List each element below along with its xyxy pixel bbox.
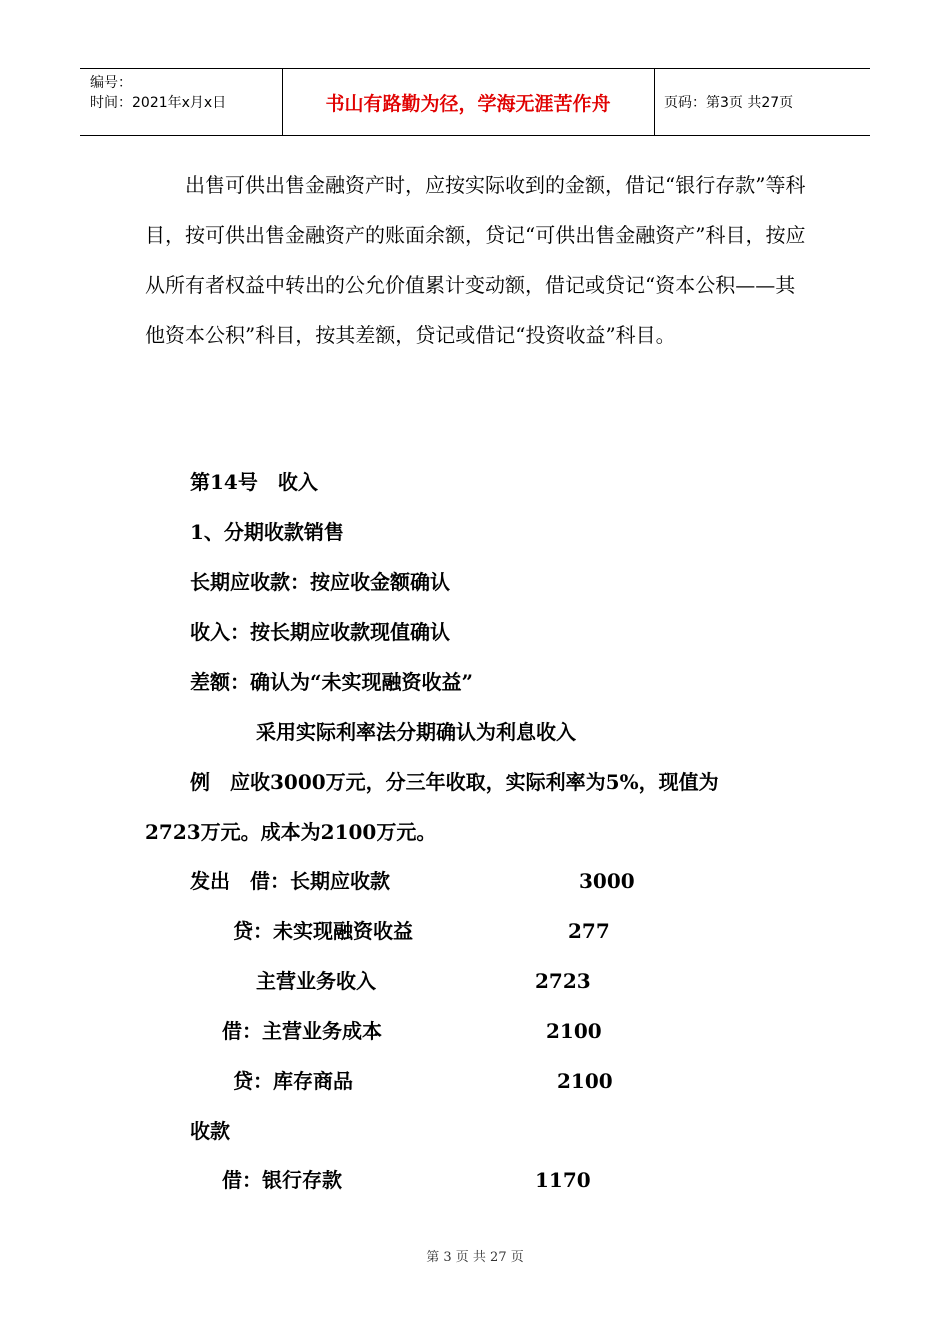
entry-label: 借：银行存款	[222, 1168, 342, 1192]
entry-label: 收款	[190, 1119, 230, 1143]
entry-amount: 3000	[579, 869, 635, 893]
entry-label: 发出 借：长期应收款	[190, 869, 390, 893]
entry-amount: 2100	[557, 1069, 613, 1093]
entry-label: 贷：未实现融资收益	[233, 919, 413, 943]
time-label: 时间：2021年x月x日	[90, 95, 227, 111]
rule-line: 收入：按长期应收款现值确认	[190, 620, 450, 644]
header-page-code: 页码：第3页 共27页	[664, 95, 794, 111]
page-header	[80, 68, 870, 136]
number-label: 编号：	[90, 75, 132, 91]
entry-label: 借：主营业务成本	[222, 1019, 382, 1043]
rule-line: 采用实际利率法分期确认为利息收入	[256, 720, 576, 744]
body-paragraph: 出售可供出售金融资产时，应按实际收到的金额，借记“银行存款”等科目，按可供出售金融资产的账面余额，贷记“可供出售金融资产”科目，按应从所有者权益中转出的公允价值累计变动额，借记或贷记“资本公积——其他资本公积”科目，按其差额，贷记或借记“投资收益”科目。	[145, 173, 806, 347]
rule-line: 长期应收款：按应收金额确认	[190, 570, 450, 594]
entry-label: 贷：库存商品	[233, 1069, 353, 1093]
entry-amount: 2723	[535, 969, 591, 993]
section-title: 第14号 收入	[190, 470, 318, 494]
header-divider	[654, 69, 655, 135]
rule-line: 差额：确认为“未实现融资收益”	[190, 670, 474, 694]
example-text: 例 应收3000万元，分三年收取，实际利率为5%，现值为	[190, 770, 719, 794]
subsection-title: 1、分期收款销售	[190, 520, 344, 544]
example-text: 2723万元。成本为2100万元。	[145, 820, 437, 844]
body-paragraph-block	[145, 160, 810, 360]
page-footer: 第 3 页 共 27 页	[426, 1250, 524, 1265]
header-meta	[90, 73, 226, 113]
header-motto: 书山有路勤为径，学海无涯苦作舟	[325, 92, 611, 115]
entry-label: 主营业务收入	[256, 969, 376, 993]
entry-amount: 2100	[546, 1019, 602, 1043]
entry-amount: 277	[568, 919, 610, 943]
entry-amount: 1170	[535, 1168, 591, 1192]
